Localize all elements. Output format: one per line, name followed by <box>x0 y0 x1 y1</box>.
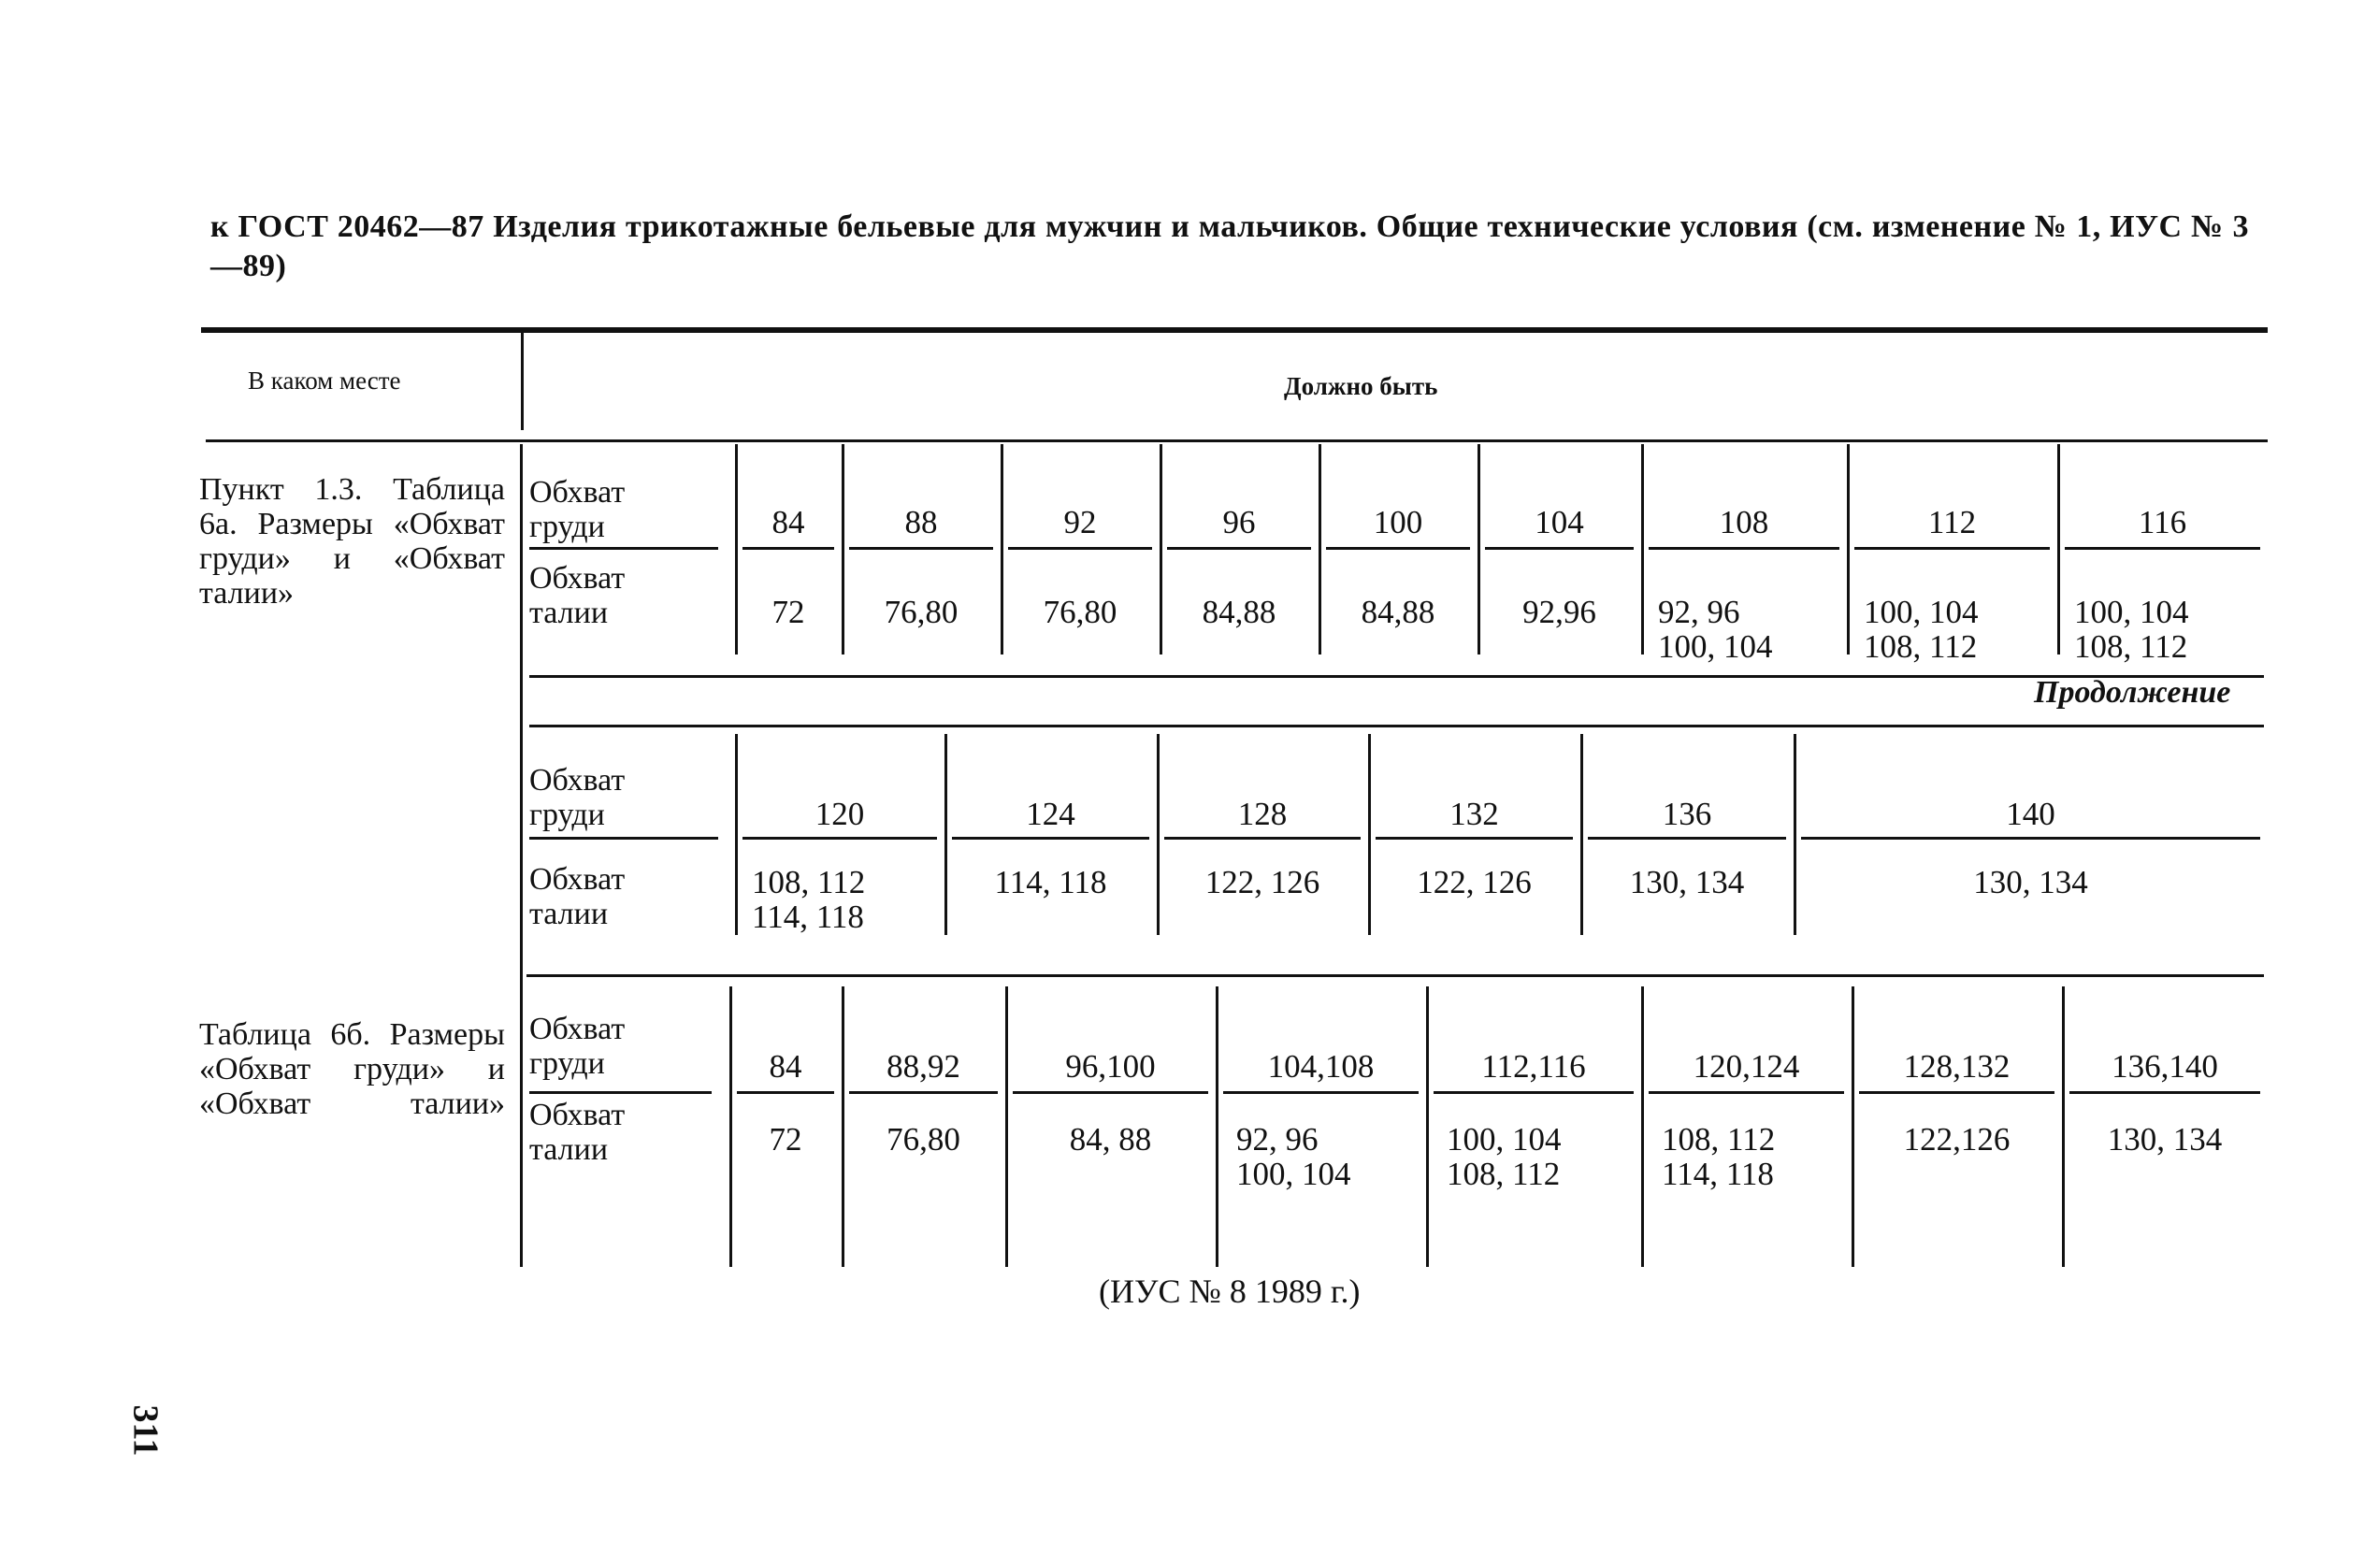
chest-value: 96 <box>1222 504 1256 540</box>
part2-top-rule <box>529 725 2264 727</box>
row-separator <box>742 837 937 840</box>
row-separator <box>849 1091 998 1094</box>
row-separator <box>1164 837 1361 840</box>
column-divider <box>1368 734 1371 935</box>
row-label-chest: Обхват груди <box>529 475 626 544</box>
waist-value: 84,88 <box>1361 594 1435 630</box>
header-top-rule <box>201 327 2268 333</box>
waist-value: 92, 96 100, 104 <box>1658 594 1773 665</box>
chest-value: 104 <box>1535 504 1584 540</box>
chest-value: 120,124 <box>1693 1048 1800 1085</box>
row-separator <box>1008 547 1152 550</box>
column-divider <box>1847 444 1850 655</box>
row-separator <box>1326 547 1470 550</box>
row-separator <box>1859 1091 2054 1094</box>
row-separator <box>1588 837 1786 840</box>
column-header-should-be: Должно быть <box>1284 372 1438 400</box>
row-separator <box>1223 1091 1419 1094</box>
continuation-label: Продолжение <box>2034 675 2231 710</box>
column-divider <box>1426 986 1429 1267</box>
chest-value: 132 <box>1449 796 1499 832</box>
chest-value: 88,92 <box>886 1048 960 1085</box>
chest-value: 92 <box>1063 504 1097 540</box>
waist-value: 72 <box>769 1121 802 1158</box>
row-separator <box>1013 1091 1208 1094</box>
row-separator <box>2065 547 2260 550</box>
chest-value: 88 <box>904 504 938 540</box>
column-divider <box>1794 734 1796 935</box>
waist-value: 84,88 <box>1202 594 1276 630</box>
row-label-waist: Обхват талии <box>529 1098 626 1167</box>
column-divider <box>1580 734 1583 935</box>
main-column-divider <box>520 444 523 1267</box>
waist-value: 76,80 <box>884 594 959 630</box>
waist-value: 100, 104 108, 112 <box>1864 594 1979 665</box>
chest-value: 140 <box>2006 796 2055 832</box>
waist-value: 108, 112 114, 118 <box>1662 1121 1776 1192</box>
header-bottom-rule <box>206 439 2268 442</box>
chest-value: 84 <box>769 1048 802 1085</box>
waist-value: 130, 134 <box>1629 864 1745 900</box>
waist-value: 92, 96 100, 104 <box>1236 1121 1351 1192</box>
chest-value: 120 <box>814 796 865 832</box>
section-separator-rule <box>526 974 2264 977</box>
chest-value: 128 <box>1237 796 1288 832</box>
waist-value: 84, 88 <box>1069 1121 1152 1158</box>
waist-value: 76,80 <box>886 1121 960 1158</box>
row-separator <box>1167 547 1311 550</box>
row-separator <box>1485 547 1634 550</box>
place-text-6b: Таблица 6б. Размеры «Обхват груди» и «Обхват талии» <box>199 1017 505 1121</box>
row-separator <box>1649 1091 1844 1094</box>
chest-value: 128,132 <box>1903 1048 2011 1085</box>
column-header-place: В каком месте <box>248 367 401 395</box>
row-separator <box>1854 547 2050 550</box>
chest-value: 136,140 <box>2112 1048 2218 1085</box>
chest-value: 112,116 <box>1481 1048 1586 1085</box>
waist-value: 122, 126 <box>1204 864 1320 900</box>
chest-value: 124 <box>1026 796 1075 832</box>
chest-value: 96,100 <box>1065 1048 1156 1085</box>
chest-value: 84 <box>771 504 805 540</box>
row-separator <box>529 547 718 550</box>
row-label-chest: Обхват груди <box>529 1012 626 1081</box>
place-text-6a: Пункт 1.3. Таблица 6а. Размеры «Обхват груди» и «Обхват талии» <box>199 472 505 611</box>
row-separator <box>2069 1091 2260 1094</box>
column-divider <box>1216 986 1218 1267</box>
row-separator <box>1801 837 2260 840</box>
waist-value: 72 <box>771 594 805 630</box>
waist-value: 100, 104 108, 112 <box>2074 594 2189 665</box>
chest-value: 100 <box>1373 504 1423 540</box>
waist-value: 130, 134 <box>1973 864 2088 900</box>
column-divider <box>944 734 947 935</box>
document-title: к ГОСТ 20462—87 Изделия трикотажные бельевые для мужчин и мальчиков. Общие технические условия (см. изменение № 1, ИУС № 3—89) <box>210 209 2249 283</box>
column-divider <box>2057 444 2060 655</box>
waist-value: 114, 118 <box>994 864 1107 900</box>
waist-value: 76,80 <box>1043 594 1117 630</box>
column-divider <box>1641 986 1644 1267</box>
column-divider <box>1641 444 1644 655</box>
waist-value: 122, 126 <box>1417 864 1532 900</box>
waist-value: 130, 134 <box>2107 1121 2223 1158</box>
chest-value: 108 <box>1719 504 1769 540</box>
row-separator <box>742 547 834 550</box>
row-label-chest: Обхват груди <box>529 763 626 832</box>
header-divider <box>521 329 524 430</box>
row-separator <box>529 837 718 840</box>
waist-value: 100, 104 108, 112 <box>1447 1121 1562 1192</box>
row-separator <box>529 1091 712 1094</box>
row-separator <box>737 1091 834 1094</box>
chest-value: 136 <box>1662 796 1712 832</box>
row-separator <box>1434 1091 1634 1094</box>
row-label-waist: Обхват талии <box>529 561 626 630</box>
waist-value: 108, 112 114, 118 <box>752 864 866 935</box>
column-divider <box>735 734 738 935</box>
row-label-waist: Обхват талии <box>529 862 626 931</box>
chest-value: 112 <box>1927 504 1977 540</box>
row-separator <box>1376 837 1573 840</box>
row-separator <box>1649 547 1839 550</box>
waist-value: 122,126 <box>1903 1121 2011 1158</box>
continuation-rule <box>529 675 2264 678</box>
footer-note: (ИУС № 8 1989 г.) <box>1099 1273 1361 1310</box>
waist-value: 92,96 <box>1522 594 1596 630</box>
chest-value: 104,108 <box>1267 1048 1375 1085</box>
row-separator <box>849 547 993 550</box>
page-number: 311 <box>125 1404 166 1457</box>
chest-value: 116 <box>2138 504 2187 540</box>
row-separator <box>952 837 1149 840</box>
column-divider <box>1157 734 1160 935</box>
